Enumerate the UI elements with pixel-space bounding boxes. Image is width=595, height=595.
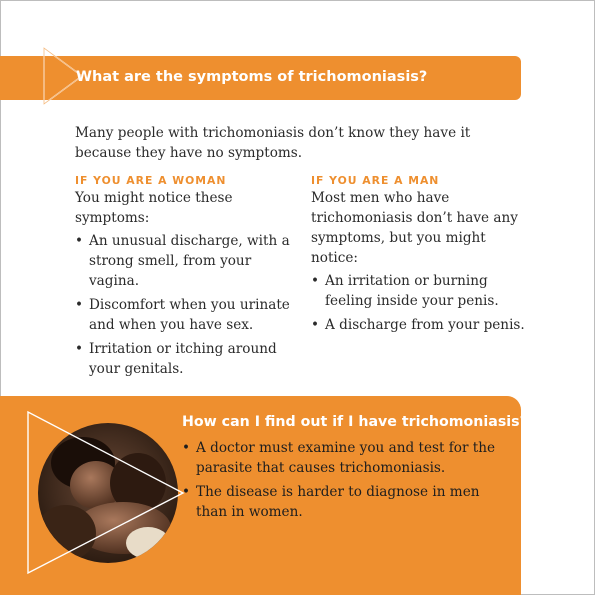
man-symptom-list: [311, 271, 526, 335]
bottom-list: [182, 438, 502, 526]
list-item: • A discharge from your penis.: [311, 315, 526, 335]
list-item: • A doctor must examine you and test for the parasite that causes trichomoniasis.: [182, 438, 502, 478]
list-item: • Irritation or itching around your genitals.: [75, 339, 290, 379]
page-title: What are the symptoms of trichomoniasis?: [76, 69, 428, 85]
list-item: • The disease is harder to diagnose in men than in women.: [182, 482, 502, 522]
woman-heading: IF YOU ARE A WOMAN: [75, 174, 227, 187]
man-intro: Most men who have trichomoniasis don’t have any symptoms, but you might notice:: [311, 190, 518, 266]
intro-paragraph: Many people with trichomoniasis don’t know they have it because they have no symptoms.: [75, 125, 471, 161]
woman-intro: You might notice these symptoms:: [75, 190, 233, 226]
list-item: • An irritation or burning feeling inside your penis.: [311, 271, 526, 311]
list-item: • An unusual discharge, with a strong smell, from your vagina.: [75, 231, 290, 291]
woman-column: [75, 174, 290, 383]
bottom-heading: How can I find out if I have trichomoniasis?: [182, 414, 528, 430]
man-column: [311, 174, 526, 339]
man-heading: IF YOU ARE A MAN: [311, 174, 440, 187]
woman-symptom-list: [75, 231, 290, 379]
list-item: • Discomfort when you urinate and when you have sex.: [75, 295, 290, 335]
bottom-triangle-icon: [26, 410, 186, 575]
